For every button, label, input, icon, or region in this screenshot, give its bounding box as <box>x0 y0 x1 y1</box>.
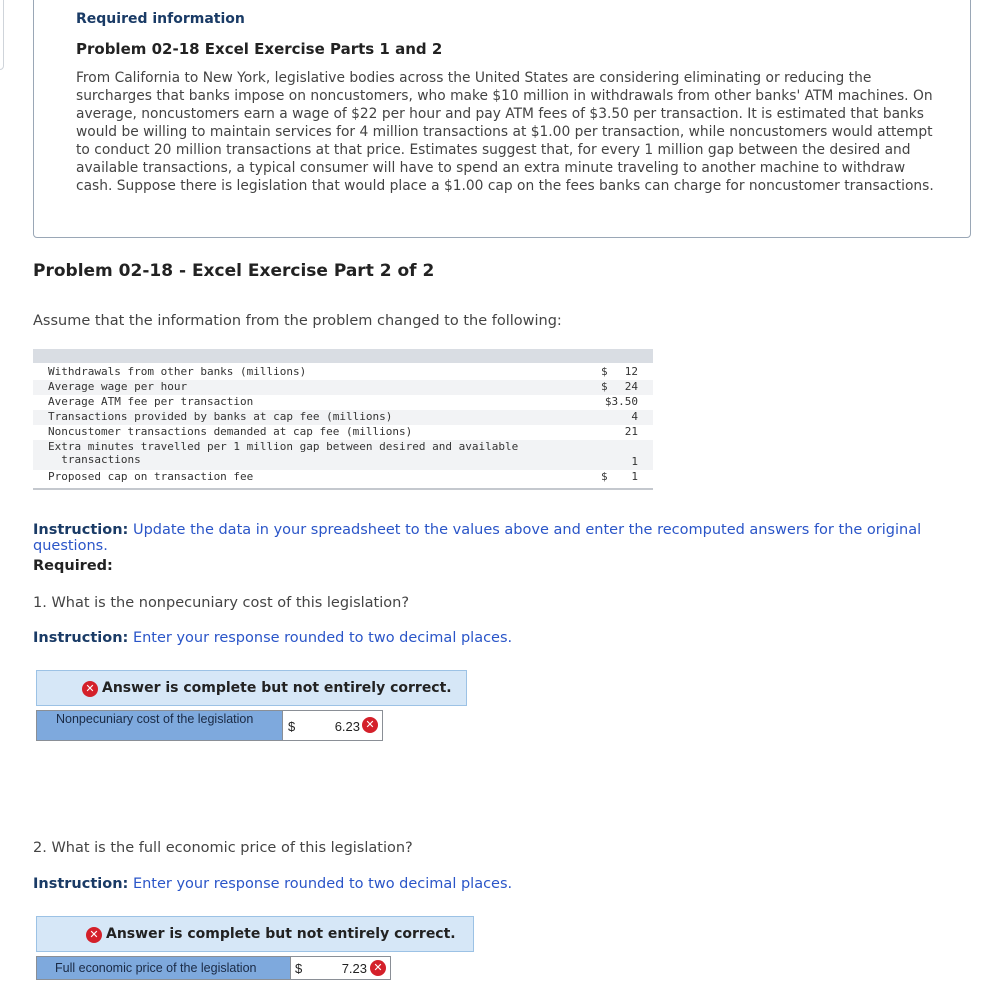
problem-description: From California to New York, legislative bodies across the United States are considering eliminating or reducing the surcharges that banks impose on noncustomers, who make $10 million in withdrawals from other banks' ATM machines. On average, noncustomers earn a wage of $22 per hour and pay ATM fees of $3.50 per transaction. It is estimated that banks would be willing to maintain services for 4 million transactions at $1.00 per transaction, while noncustomers would attempt to conduct 20 million transactions at that price. Estimates suggest that, for every 1 million gap between the desired and available transactions, a typical consumer will have to spend an extra minute traveling to another machine to withdraw cash. Suppose there is legislation that would place a $1.00 cap on the fees banks can charge for noncustomer transactions. <box>76 70 934 194</box>
row-label: Proposed cap on transaction fee <box>48 470 254 483</box>
answer-row-full-economic-price <box>36 956 391 980</box>
full-economic-price-input[interactable]: 7.23 <box>341 961 367 976</box>
row-label: Withdrawals from other banks (millions) <box>48 365 307 378</box>
answer-status-banner <box>36 670 467 706</box>
instruction-prefix: Instruction: <box>33 630 129 646</box>
table-row <box>33 440 653 470</box>
row-value: 1 <box>631 455 638 468</box>
answer-status-text: Answer is complete but not entirely correct. <box>102 680 452 696</box>
left-panel-edge <box>0 0 4 70</box>
instruction-text: Enter your response rounded to two decimal places. <box>128 876 513 892</box>
x-circle-icon: ✕ <box>82 681 98 697</box>
part-title: Problem 02-18 - Excel Exercise Part 2 of 2 <box>33 261 435 281</box>
instruction-text: Enter your response rounded to two decimal places. <box>128 630 513 646</box>
x-circle-icon: ✕ <box>370 960 386 976</box>
row-value: 24 <box>624 380 638 393</box>
answer-label <box>37 711 283 740</box>
table-row <box>33 395 653 410</box>
x-circle-icon: ✕ <box>86 927 102 943</box>
x-circle-icon: ✕ <box>362 717 378 733</box>
answer-status-text: Answer is complete but not entirely correct. <box>106 926 456 942</box>
answer-label-text: Nonpecuniary cost of the legislation <box>56 712 254 726</box>
row-value: 21 <box>624 425 638 438</box>
instruction-prefix: Instruction: <box>33 876 129 892</box>
answer-currency: $ <box>288 719 296 734</box>
required-label: Required: <box>33 558 113 574</box>
row-label: Transactions provided by banks at cap fee (millions) <box>48 410 393 423</box>
answer-currency: $ <box>295 961 303 976</box>
table-row <box>33 410 653 425</box>
row-label: Extra minutes travelled per 1 million gap between desired and available transactions <box>48 440 519 466</box>
assume-text: Assume that the information from the problem changed to the following: <box>33 313 562 329</box>
instruction-prefix: Instruction: <box>33 522 129 538</box>
answer-label <box>37 957 291 979</box>
question-2-instruction <box>33 876 512 892</box>
row-currency: $ <box>601 470 608 483</box>
table-row <box>33 470 653 485</box>
row-value: 4 <box>631 410 638 423</box>
table-row <box>33 365 653 380</box>
row-currency: $ <box>601 380 608 393</box>
problem-title: Problem 02-18 Excel Exercise Parts 1 and 2 <box>76 40 443 58</box>
row-currency: $ <box>601 365 608 378</box>
data-table <box>33 349 653 490</box>
table-row <box>33 380 653 395</box>
question-1-instruction <box>33 630 512 646</box>
row-label: Average ATM fee per transaction <box>48 395 254 408</box>
row-value: 12 <box>624 365 638 378</box>
row-value: $3.50 <box>604 395 638 408</box>
table-row <box>33 425 653 440</box>
instruction-update <box>33 522 1000 554</box>
row-label: Average wage per hour <box>48 380 188 393</box>
nonpecuniary-cost-input[interactable]: 6.23 <box>334 719 360 734</box>
instruction-text: Update the data in your spreadsheet to the values above and enter the recomputed answers for the original questions. <box>33 522 922 554</box>
answer-status-banner <box>36 916 474 952</box>
required-info-heading: Required information <box>76 11 245 27</box>
question-1: 1. What is the nonpecuniary cost of this legislation? <box>33 595 410 611</box>
answer-label-text: Full economic price of the legislation <box>55 961 257 975</box>
question-2: 2. What is the full economic price of this legislation? <box>33 840 413 856</box>
answer-row-nonpecuniary-cost <box>36 710 383 741</box>
row-label: Noncustomer transactions demanded at cap fee (millions) <box>48 425 413 438</box>
row-value: 1 <box>631 470 638 483</box>
